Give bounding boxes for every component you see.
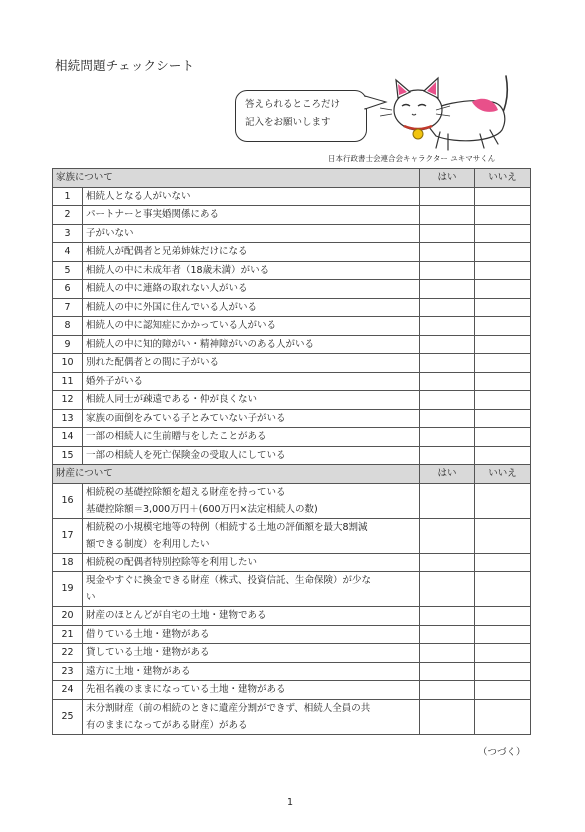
yes-cell[interactable] [420,187,475,206]
checklist-row [53,446,531,465]
yes-cell[interactable] [420,317,475,336]
item-text-line-1: 相続税の基礎控除額を超える財産を持っている [86,486,286,498]
checklist-table [52,168,531,735]
yes-cell[interactable] [420,280,475,299]
item-number: 9 [53,335,83,354]
yes-cell[interactable] [420,372,475,391]
page-number: 1 [287,797,294,808]
item-text: 相続人同士が疎遠である・仲が良くない [83,391,420,410]
item-number: 18 [53,553,83,572]
item-number: 13 [53,409,83,428]
item-number: 2 [53,206,83,225]
item-number: 6 [53,280,83,299]
cat-mascot-illustration [380,70,520,152]
item-number: 22 [53,644,83,663]
item-text: 相続人の中に連絡の取れない人がいる [83,280,420,299]
no-cell[interactable] [475,409,531,428]
page-title: 相続問題チェックシート [55,58,195,73]
no-cell[interactable] [475,483,531,518]
item-text: 一部の相続人を死亡保険金の受取人にしている [83,446,420,465]
yes-cell[interactable] [420,224,475,243]
item-text: 借りている土地・建物がある [83,625,420,644]
no-cell[interactable] [475,553,531,572]
yes-cell[interactable] [420,206,475,225]
checklist-row [53,298,531,317]
item-number: 7 [53,298,83,317]
yes-cell[interactable] [420,354,475,373]
item-number: 8 [53,317,83,336]
no-column-header: いいえ [475,169,531,188]
no-cell[interactable] [475,187,531,206]
no-cell[interactable] [475,572,531,607]
item-text: 相続人となる人がいない [83,187,420,206]
checklist-row [53,572,531,607]
checklist-row [53,607,531,626]
item-number: 17 [53,518,83,553]
item-number: 12 [53,391,83,410]
item-text-line-1: 相続税の小規模宅地等の特例（相続する土地の評価額を最大8割減 [86,521,368,533]
no-cell[interactable] [475,607,531,626]
no-cell[interactable] [475,335,531,354]
no-cell[interactable] [475,518,531,553]
item-text [83,518,420,553]
no-cell[interactable] [475,662,531,681]
item-text: 相続人の中に未成年者（18歳未満）がいる [83,261,420,280]
item-number: 21 [53,625,83,644]
item-text-line-2: 基礎控除額＝3,000万円＋(600万円×法定相続人の数) [86,503,318,515]
item-text: 相続人の中に知的障がい・精神障がいのある人がいる [83,335,420,354]
checklist-row [53,699,531,734]
no-cell[interactable] [475,261,531,280]
checklist-row [53,681,531,700]
yes-cell[interactable] [420,662,475,681]
no-cell[interactable] [475,243,531,262]
checklist-row [53,391,531,410]
checklist-row [53,553,531,572]
item-number: 10 [53,354,83,373]
item-number: 20 [53,607,83,626]
item-text: 貸している土地・建物がある [83,644,420,663]
checklist-row [53,243,531,262]
yes-cell[interactable] [420,261,475,280]
item-text-line-1: 未分割財産（前の相続のときに遺産分割ができず、相続人全員の共 [86,702,371,714]
item-text-line-2: い [86,592,96,603]
checklist-row [53,662,531,681]
yes-column-header: はい [420,169,475,188]
speech-bubble [235,90,367,142]
item-number: 3 [53,224,83,243]
yes-cell[interactable] [420,553,475,572]
checklist-row [53,372,531,391]
item-text: 先祖名義のままになっている土地・建物がある [83,681,420,700]
section-heading: 家族について [53,169,420,188]
item-number: 24 [53,681,83,700]
item-text: 相続人の中に外国に住んでいる人がいる [83,298,420,317]
checklist-row [53,518,531,553]
no-cell[interactable] [475,644,531,663]
no-cell[interactable] [475,354,531,373]
item-text-line-2: 額できる制度）を利用したい [86,538,210,550]
yes-cell[interactable] [420,391,475,410]
checklist-row [53,224,531,243]
item-text: 子がいない [83,224,420,243]
yes-cell[interactable] [420,518,475,553]
item-text: 婚外子がいる [83,372,420,391]
item-number: 4 [53,243,83,262]
bubble-line-2: 記入をお願いします [245,117,331,128]
checklist-row [53,206,531,225]
item-number: 11 [53,372,83,391]
item-text [83,699,420,734]
yes-cell[interactable] [420,335,475,354]
item-number: 5 [53,261,83,280]
checklist-row [53,428,531,447]
yes-cell[interactable] [420,446,475,465]
item-number: 23 [53,662,83,681]
no-cell[interactable] [475,224,531,243]
no-cell[interactable] [475,428,531,447]
item-number: 14 [53,428,83,447]
yes-cell[interactable] [420,625,475,644]
no-column-header: いいえ [475,465,531,484]
item-number: 19 [53,572,83,607]
item-text-line-1: 現金やすぐに換金できる財産（株式、投資信託、生命保険）が少な [86,575,372,586]
no-cell[interactable] [475,206,531,225]
no-cell[interactable] [475,625,531,644]
yes-cell[interactable] [420,699,475,734]
no-cell[interactable] [475,446,531,465]
no-cell[interactable] [475,372,531,391]
item-number: 25 [53,699,83,734]
yes-cell[interactable] [420,243,475,262]
yes-cell[interactable] [420,644,475,663]
checklist-row [53,354,531,373]
item-text: パートナーと事実婚関係にある [83,206,420,225]
yes-column-header: はい [420,465,475,484]
section-header-assets [53,465,531,484]
yes-cell[interactable] [420,428,475,447]
checklist-row [53,409,531,428]
bubble-line-1: 答えられるところだけ [245,99,341,110]
item-text: 相続税の配偶者特別控除等を利用したい [83,553,420,572]
no-cell[interactable] [475,391,531,410]
continued-note: （つづく） [478,747,526,758]
item-text: 別れた配偶者との間に子がいる [83,354,420,373]
item-text [83,483,420,518]
checklist-row [53,625,531,644]
no-cell[interactable] [475,280,531,299]
item-text: 相続人が配偶者と兄弟姉妹だけになる [83,243,420,262]
checklist-row [53,187,531,206]
item-text [83,572,420,607]
item-text: 遠方に土地・建物がある [83,662,420,681]
section-heading: 財産について [53,465,420,484]
yes-cell[interactable] [420,298,475,317]
checklist-row [53,317,531,336]
yes-cell[interactable] [420,572,475,607]
yes-cell[interactable] [420,409,475,428]
item-text-line-2: 有のままになってがある財産）がある [86,719,248,731]
item-number: 1 [53,187,83,206]
checklist-row [53,280,531,299]
mascot-credit: 日本行政書士会連合会キャラクター ユキマサくん [328,154,496,163]
section-header-family [53,169,531,188]
item-number: 15 [53,446,83,465]
no-cell[interactable] [475,699,531,734]
checklist-row [53,483,531,518]
no-cell[interactable] [475,681,531,700]
yes-cell[interactable] [420,483,475,518]
checklist-row [53,335,531,354]
item-text: 一部の相続人に生前贈与をしたことがある [83,428,420,447]
item-number: 16 [53,483,83,518]
yes-cell[interactable] [420,681,475,700]
checklist-row [53,644,531,663]
checklist-row [53,261,531,280]
no-cell[interactable] [475,298,531,317]
yes-cell[interactable] [420,607,475,626]
item-text: 財産のほとんどが自宅の土地・建物である [83,607,420,626]
item-text: 相続人の中に認知症にかかっている人がいる [83,317,420,336]
no-cell[interactable] [475,317,531,336]
item-text: 家族の面倒をみている子とみていない子がいる [83,409,420,428]
